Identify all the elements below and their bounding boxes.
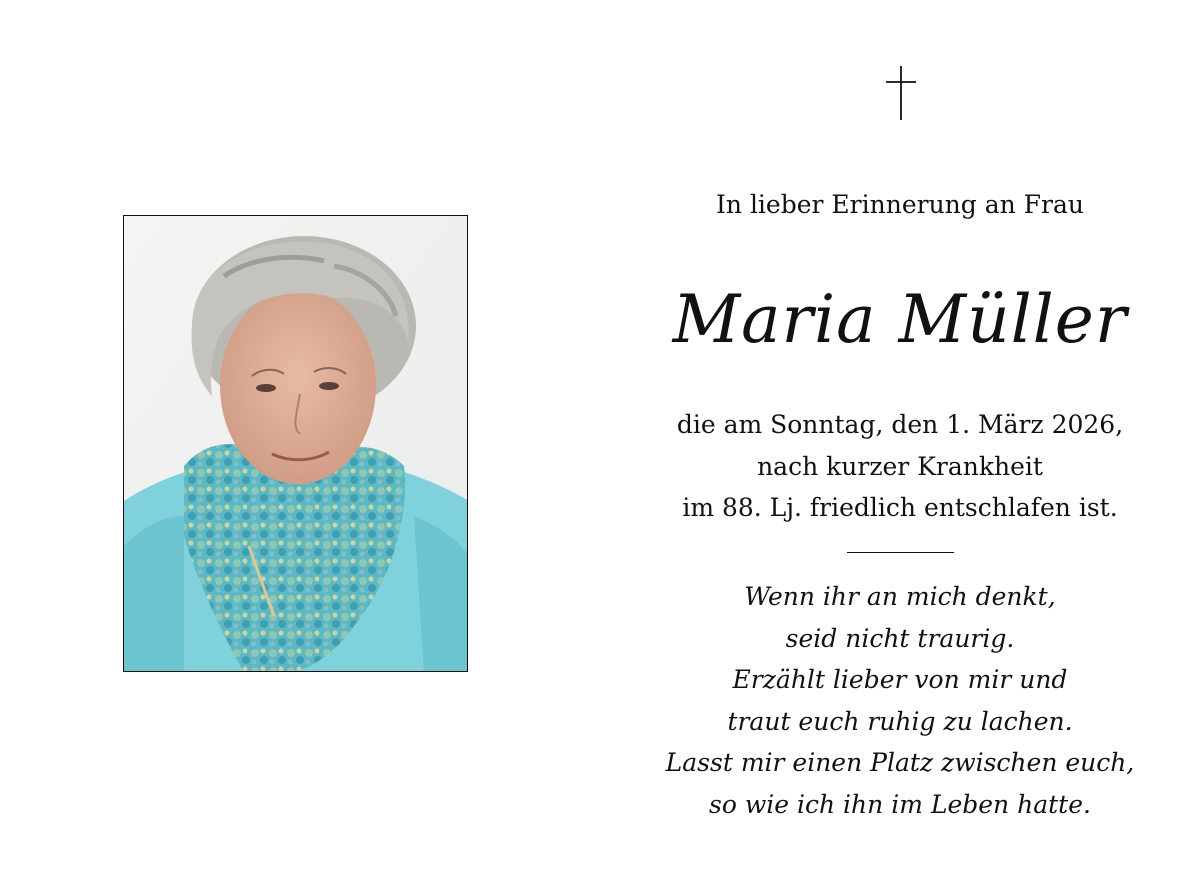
death-notice-line: im 88. Lj. friedlich entschlafen ist. bbox=[682, 493, 1118, 522]
intro-line: In lieber Erinnerung an Frau bbox=[716, 190, 1084, 219]
portrait-illustration bbox=[124, 216, 468, 672]
cross-icon bbox=[885, 66, 917, 120]
poem-line: traut euch ruhig zu lachen. bbox=[727, 706, 1073, 736]
divider bbox=[847, 552, 954, 553]
poem-line: Erzählt lieber von mir und bbox=[732, 665, 1068, 694]
poem-line: Lasst mir einen Platz zwischen euch, bbox=[665, 748, 1135, 777]
death-notice bbox=[660, 404, 1140, 529]
poem-line: seid nicht traurig. bbox=[785, 623, 1015, 653]
death-notice-line: die am Sonntag, den 1. März 2026, bbox=[676, 410, 1124, 439]
portrait-photo bbox=[123, 215, 468, 672]
poem-line: so wie ich ihn im Leben hatte. bbox=[709, 789, 1091, 819]
face-shape bbox=[220, 288, 376, 484]
poem bbox=[660, 576, 1140, 825]
deceased-name: Maria Müller bbox=[672, 281, 1128, 358]
poem-line: Wenn ihr an mich denkt, bbox=[744, 582, 1056, 611]
death-notice-line: nach kurzer Krankheit bbox=[757, 451, 1043, 481]
